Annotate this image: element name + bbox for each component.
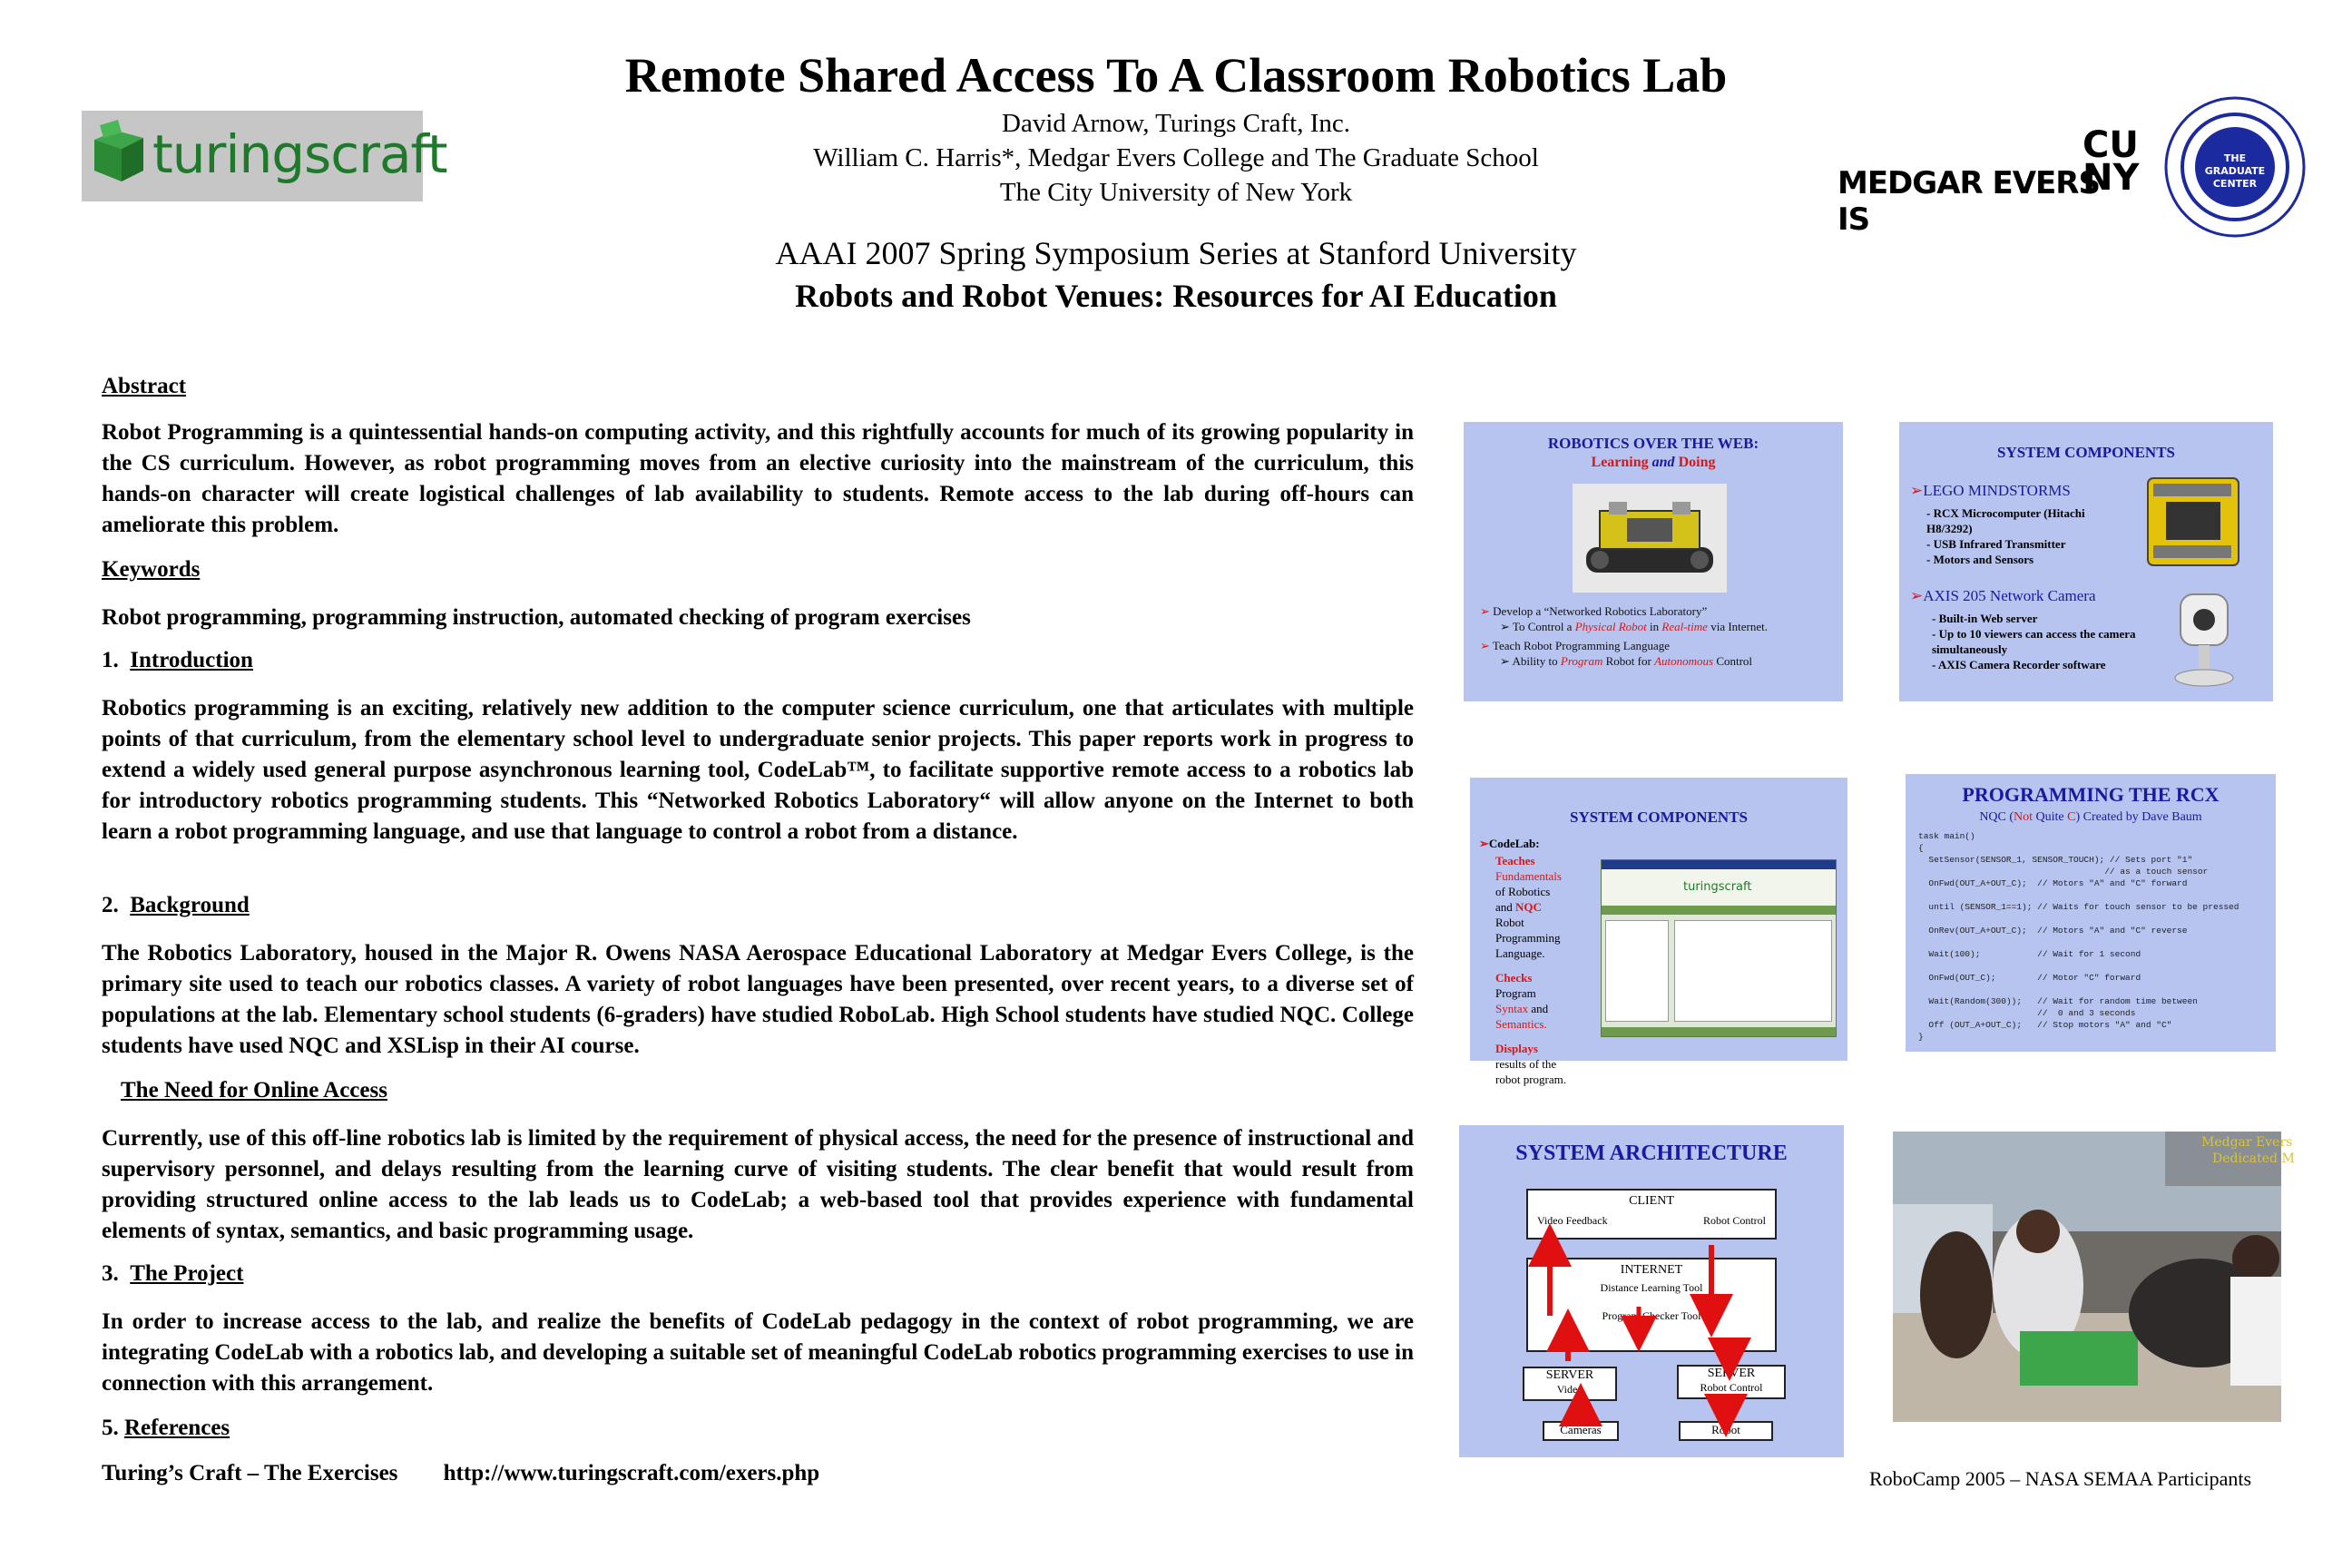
cuny-bottom: NY xyxy=(2082,157,2140,199)
graduate-center-seal xyxy=(2162,94,2308,240)
robocamp-photo xyxy=(1893,1132,2295,1422)
author-line-3: The City University of New York xyxy=(999,178,1353,207)
references-heading: 5. References xyxy=(102,1416,230,1440)
intro-text: Robotics programming is an exciting, relatively new addition to the computer science curriculum, one that articulates with multiple points of that curriculum, from the elementary school level to undergraduate senior projects. This paper reports work in progress to extend a widely used general purpose asynchronous learning tool, CodeLab™, to facilitate supportive remote access to a robotics lab for introductory robotics programming students. This “Networked Robotics Laboratory“ will allow anyone on the Internet to both learn a robot programming language, and use that language to control a robot from a distance. xyxy=(102,696,1414,844)
slide-comp2-codelab: ➢CodeLab: xyxy=(1479,837,1540,850)
slide-comp1-lego: ➢LEGO MINDSTORMS xyxy=(1910,482,2071,499)
arch-robot-box: Robot xyxy=(1679,1421,1773,1441)
intro-heading: 1. Introduction xyxy=(102,648,253,672)
photo-sign-text: Medgar Evers xyxy=(2201,1135,2293,1150)
arch-distance-tool: Distance Learning Tool xyxy=(1600,1281,1703,1294)
lego-robot-image xyxy=(1573,484,1727,593)
arch-server1-sub: Video xyxy=(1556,1383,1583,1396)
photo-caption: RoboCamp 2005 – NASA SEMAA Participants xyxy=(1869,1467,2252,1490)
slide-rcx-code: task main() { SetSensor(SENSOR_1, SENSOR_TOUCH); // Sets port "1" // as a touch sensor OnFwd(OUT_A+OUT_C); // Motors "A" and "C" forward until (SENSOR_1==1); // Waits for touch sensor to be pressed OnRev(OUT_A+OUT_C); // Motors "A" and "C" reverse Wait(100); // Wait for 1 second OnFwd(OUT_C); // Motor "C" forward Wait(Random(300)); // Wait for random time between // 0 and 3 seconds Off (OUT_A+OUT_C); // Stop motors "A" and "C" } xyxy=(1918,831,2239,1042)
slide-comp1-lego-items: - RCX Microcomputer (Hitachi H8/3292) - USB Infrared Transmitter - Motors and Sensors xyxy=(1926,506,2085,566)
turingscraft-wordmark: turingscraft xyxy=(152,123,447,185)
cuny-top: CU xyxy=(2082,124,2139,166)
slide-web-title: ROBOTICS OVER THE WEB: xyxy=(1547,435,1759,452)
arch-video-feedback: Video Feedback xyxy=(1537,1214,1608,1227)
codelab-screenshot xyxy=(1601,859,1837,1037)
slide-comp1-axis: ➢AXIS 205 Network Camera xyxy=(1910,587,2096,604)
arch-cameras-box: Cameras xyxy=(1543,1421,1619,1441)
cuny-mark xyxy=(2082,124,2140,199)
arch-internet-label: INTERNET xyxy=(1620,1263,1683,1277)
author-line-2: William C. Harris*, Medgar Evers College and The Graduate School xyxy=(813,143,1539,172)
background-heading: 2. Background xyxy=(102,893,250,917)
slide-comp1-title: SYSTEM COMPONENTS xyxy=(1997,444,2175,461)
slide-comp2-teaches: Teaches Fundamentals of Robotics and NQC Robot Programming Language. xyxy=(1495,854,1562,960)
axis-camera-image xyxy=(2168,591,2240,691)
need-text: Currently, use of this off-line robotics lab is limited by the requirement of physical access, the need for the presence of instructional and supervisory personnel, and delays resulting from the learning curve of visiting students. The clear benefit that would result from providing structured online access to the lab leads us to CodeLab; a web-based tool that provides experience with fundamental elements of syntax, semantics, and basic programming usage. xyxy=(102,1126,1414,1243)
arch-arrows xyxy=(1459,1125,1844,1457)
reference-url[interactable]: http://www.turingscraft.com/exers.php xyxy=(443,1461,820,1485)
rcx-brick-image xyxy=(2144,475,2244,569)
arch-robot-control: Robot Control xyxy=(1702,1214,1766,1227)
reference-title: Turing’s Craft – The Exercises xyxy=(102,1461,398,1485)
venue-line: AAAI 2007 Spring Symposium Series at Stanford University xyxy=(775,235,1577,271)
arch-server1-label: SERVER xyxy=(1545,1368,1594,1382)
slide-web-subtitle: Learning and Doing xyxy=(1591,455,1716,470)
arch-server2-sub: Robot Control xyxy=(1700,1381,1763,1394)
turingscraft-logo xyxy=(82,111,447,201)
slide-comp1-axis-items: - Built-in Web server - Up to 10 viewers can access the camera simultaneously - AXIS Camera Recorder software xyxy=(1932,612,2136,671)
venue-subtitle: Robots and Robot Venues: Resources for AI Education xyxy=(795,278,1557,314)
abstract-text: Robot Programming is a quintessential hands-on computing activity, and this rightfully accounts for much of its growing popularity in the CS curriculum. However, as robot programming moves from an elective curiosity into the mainstream of the curriculum, this hands-on character will create logistical challenges of lab availability to students. Remote access to the lab during off-hours can ameliorate this problem. xyxy=(102,420,1414,537)
slide-web-bullet-2a: ➢ Ability to Program Robot for Autonomous Control xyxy=(1500,654,1753,668)
gc-text-1: THE xyxy=(2223,152,2247,164)
keywords-text: Robot programming, programming instruction, automated checking of program exercises xyxy=(102,605,971,630)
slide-components-2 xyxy=(1470,778,1847,1086)
need-heading: The Need for Online Access xyxy=(121,1078,387,1102)
slide-comp2-displays: Displays results of the robot program. xyxy=(1495,1042,1566,1086)
author-line-1: David Arnow, Turings Craft, Inc. xyxy=(1002,109,1350,138)
slide-comp2-text xyxy=(1479,836,1570,1087)
slide-web-bullet-1: ➢ Develop a “Networked Robotics Laboratory” xyxy=(1480,604,1708,618)
gc-text-3: CENTER xyxy=(2212,178,2258,190)
codelab-screen-logo: turingscraft xyxy=(1683,880,1752,894)
photo-sign-text-2: Dedicated M xyxy=(2212,1152,2295,1166)
medgar-evers-text: MEDGAR EVERS IS xyxy=(1838,165,2100,238)
slide-architecture xyxy=(1459,1125,1844,1457)
background-text: The Robotics Laboratory, housed in the Major R. Owens NASA Aerospace Educational Laboratory at Medgar Evers College, is the primary site used to teach our robotics classes. A variety of robot languages have been presented, over recent years, to a diverse set of populations at the lab. Elementary school students (6-graders) have studied RoboLab. High School students have studied NQC. College students have used NQC and XSLisp in their AI course. xyxy=(102,941,1414,1058)
reference-item xyxy=(102,1461,819,1486)
slide-web-bullet-2: ➢ Teach Robot Programming Language xyxy=(1480,639,1671,652)
slide-web-bullets xyxy=(1480,603,1834,669)
slide-robotics-web xyxy=(1464,422,1843,701)
abstract-heading: Abstract xyxy=(102,374,187,398)
cube-icon xyxy=(91,120,147,185)
keywords-heading: Keywords xyxy=(102,557,201,582)
medgar-evers-logo xyxy=(1838,124,2140,238)
arch-client-label: CLIENT xyxy=(1629,1194,1674,1208)
slide-rcx-subtitle: NQC (Not Quite C) Created by Dave Baum xyxy=(1979,810,2202,824)
arch-checker-tool: Program Checker Tool xyxy=(1602,1309,1701,1322)
project-heading: 3. The Project xyxy=(102,1261,244,1286)
arch-server2-label: SERVER xyxy=(1707,1367,1756,1380)
slide-components-1 xyxy=(1899,422,2273,701)
slide-web-bullet-1a: ➢ To Control a Physical Robot in Real-time via Internet. xyxy=(1500,620,1769,633)
slide-rcx-title: PROGRAMMING THE RCX xyxy=(1962,783,2220,806)
slide-programming-rcx xyxy=(1906,774,2276,1052)
slide-comp2-checks: Checks Program Syntax and Semantics. xyxy=(1495,971,1549,1031)
poster-title: Remote Shared Access To A Classroom Robotics Lab xyxy=(624,48,1728,103)
slide-comp2-title: SYSTEM COMPONENTS xyxy=(1570,808,1748,826)
slide-arch-title: SYSTEM ARCHITECTURE xyxy=(1515,1142,1788,1165)
project-text: In order to increase access to the lab, and realize the benefits of CodeLab pedagogy in the context of robot programming, we are integrating CodeLab with a robotics lab, and developing a suitable set of meaningful CodeLab robotics programming exercises to use in connection with this arrangement. xyxy=(102,1309,1414,1396)
gc-text-2: GRADUATE xyxy=(2204,165,2266,177)
